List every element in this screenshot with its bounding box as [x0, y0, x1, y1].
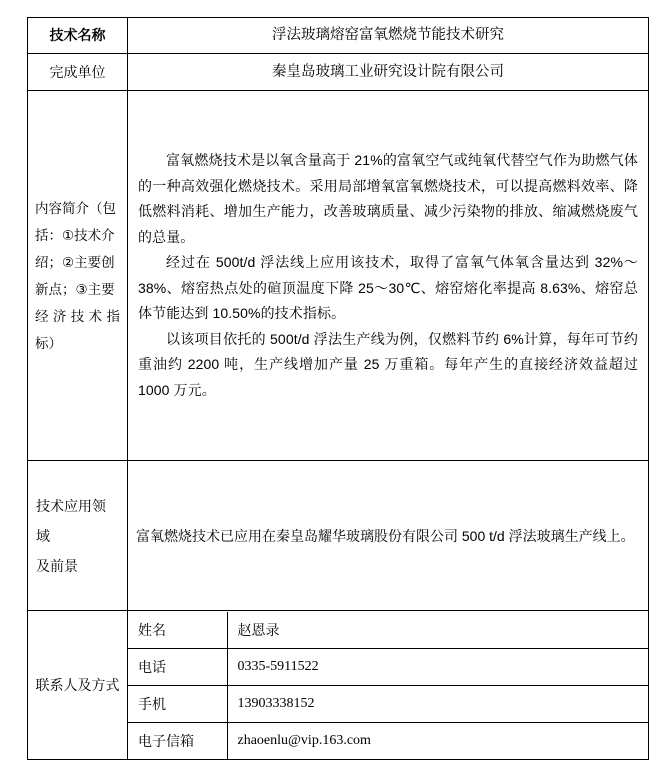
- label-line: 标）: [35, 335, 62, 351]
- label-line: 新点；③主要: [35, 281, 115, 297]
- contact-key-mobile: 手机: [128, 685, 227, 722]
- label-line: 绍；②主要创: [35, 254, 115, 270]
- contact-key-name: 姓名: [128, 612, 227, 649]
- row-label-tech-name: 技术名称: [28, 18, 128, 54]
- table-row-tech-name: [28, 18, 649, 54]
- label-line: 及前景: [36, 557, 78, 574]
- contact-value-phone: 0335-5911522: [227, 648, 648, 685]
- row-value-content-intro: [128, 91, 649, 461]
- row-value-completion-unit: 秦皇岛玻璃工业研究设计院有限公司: [128, 54, 649, 91]
- application-text: 富氧燃烧技术已应用在秦皇岛耀华玻璃股份有限公司 500 t/d 浮法玻璃生产线上。: [136, 527, 635, 544]
- table-row-completion-unit: [28, 54, 649, 91]
- label-char: 技: [70, 308, 85, 324]
- row-label-content-intro: [28, 91, 128, 461]
- table-row-content-intro: [28, 91, 649, 461]
- label-char: 济: [52, 308, 67, 324]
- label-line: 括：①技术介: [35, 227, 115, 243]
- row-label-completion-unit: 完成单位: [28, 54, 128, 91]
- label-line: 技术应用领域: [36, 497, 106, 544]
- row-label-contact: 联系人及方式: [28, 611, 128, 760]
- label-line-justified: [35, 303, 120, 330]
- label-char: 指: [106, 308, 120, 324]
- technology-profile-table: [27, 17, 649, 760]
- row-value-application-field: [128, 461, 649, 611]
- contact-value-email: zhaoenlu@vip.163.com: [227, 722, 648, 759]
- contact-key-email: 电子信箱: [128, 722, 227, 759]
- contact-value-name: 赵恩录: [227, 612, 648, 649]
- contact-row-phone: [128, 648, 648, 685]
- label-char: 术: [88, 308, 103, 324]
- contact-row-email: [128, 722, 648, 759]
- contact-details-table: [128, 612, 648, 759]
- table-row-application-field: [28, 461, 649, 611]
- content-paragraph-3: 以该项目依托的 500t/d 浮法生产线为例，仅燃料节约 6%计算，每年可节约重油约 2200 吨，生产线增加产量 25 万重箱。每年产生的直接经济效益超过 1000 万元。: [138, 330, 638, 398]
- content-paragraph-2: 经过在 500t/d 浮法线上应用该技术，取得了富氧气体氧含量达到 32%～38%、熔窑热点处的碹顶温度下降 25～30℃、熔窑熔化率提高 8.63%、熔窑总体节能达到 10.50%的技术指标。: [138, 254, 638, 321]
- table-row-contact: [28, 611, 649, 760]
- contact-row-name: [128, 612, 648, 649]
- row-value-tech-name: 浮法玻璃熔窑富氧燃烧节能技术研究: [128, 18, 649, 54]
- contact-key-phone: 电话: [128, 648, 227, 685]
- content-paragraph-1: 富氧燃烧技术是以氧含量高于 21%的富氧空气或纯氧代替空气作为助燃气体的一种高效强化燃烧技术。采用局部增氧富氧燃烧技术，可以提高燃料效率、降低燃料消耗、增加生产能力，改善玻璃质量、减少污染物的排放、缩减燃烧废气的总量。: [138, 152, 638, 245]
- contact-row-mobile: [128, 685, 648, 722]
- label-char: 经: [35, 308, 49, 324]
- contact-table-host: [128, 611, 649, 760]
- row-label-application-field: [28, 461, 128, 611]
- contact-value-mobile: 13903338152: [227, 685, 648, 722]
- label-line: 内容简介（包: [35, 200, 116, 216]
